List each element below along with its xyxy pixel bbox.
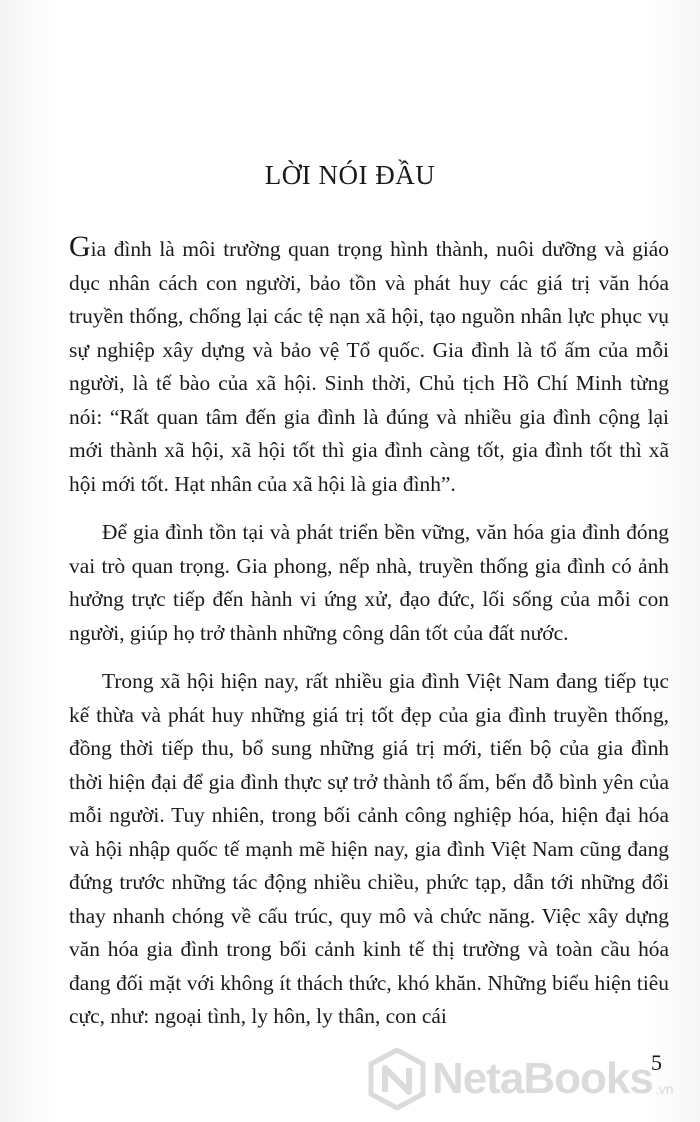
paragraph-3: Trong xã hội hiện nay, rất nhiều gia đình Việt Nam đang tiếp tục kế thừa và phát huy những giá trị tốt đẹp của gia đình truyền thống, đồng thời tiếp thu, bổ sung những giá trị mới, tiến bộ của gia đình thời hiện đại để gia đình thực sự trở thành tổ ấm, bến đỗ bình yên của mỗi người. Tuy nhiên, trong bối cảnh công nghiệp hóa, hiện đại hóa và hội nhập quốc tế mạnh mẽ hiện nay, gia đình Việt Nam cũng đang đứng trước những tác động nhiều chiều, phức tạp, dẫn tới những đổi thay nhanh chóng về cấu trúc, quy mô và chức năng. Việc xây dựng văn hóa gia đình trong bối cảnh kinh tế thị trường và toàn cầu hóa đang đối mặt với không ít thách thức, khó khăn. Những biểu hiện tiêu cực, như: ngoại tình, ly hôn, ly thân, con cái: [69, 669, 669, 1028]
netabooks-watermark: [368, 1047, 674, 1111]
paragraph-2: Để gia đình tồn tại và phát triển bền vững, văn hóa gia đình đóng vai trò quan trọng. Gia phong, nếp nhà, truyền thống gia đình có ảnh hưởng trực tiếp đến hành vi ứng xử, đạo đức, lối sống của mỗi con người, giúp họ trở thành những công dân tốt của đất nước.: [69, 520, 669, 645]
netabooks-logo-icon: [368, 1048, 426, 1110]
watermark-text: NetaBooks: [432, 1054, 653, 1103]
body-text: [69, 232, 669, 1049]
page-title: LỜI NÓI ĐẦU: [264, 160, 436, 190]
paragraph-1: [69, 232, 669, 501]
dropcap-letter: G: [69, 230, 91, 263]
watermark-suffix: .vn: [654, 1081, 674, 1097]
paragraph-1-text: ia đình là môi trường quan trọng hình thành, nuôi dưỡng và giáo dục nhân cách con người, bảo tồn và phát huy các giá trị văn hóa truyền thống, chống lại các tệ nạn xã hội, tạo nguồn nhân lực phục vụ sự nghiệp xây dựng và bảo vệ Tổ quốc. Gia đình là tổ ấm của mỗi người, là tế bào của xã hội. Sinh thời, Chủ tịch Hồ Chí Minh từng nói: “Rất quan tâm đến gia đình là đúng và nhiều gia đình cộng lại mới thành xã hội, xã hội tốt thì gia đình càng tốt, gia đình tốt thì xã hội mới tốt. Hạt nhân của xã hội là gia đình”.: [69, 237, 669, 496]
page-number: 5: [651, 1050, 662, 1075]
